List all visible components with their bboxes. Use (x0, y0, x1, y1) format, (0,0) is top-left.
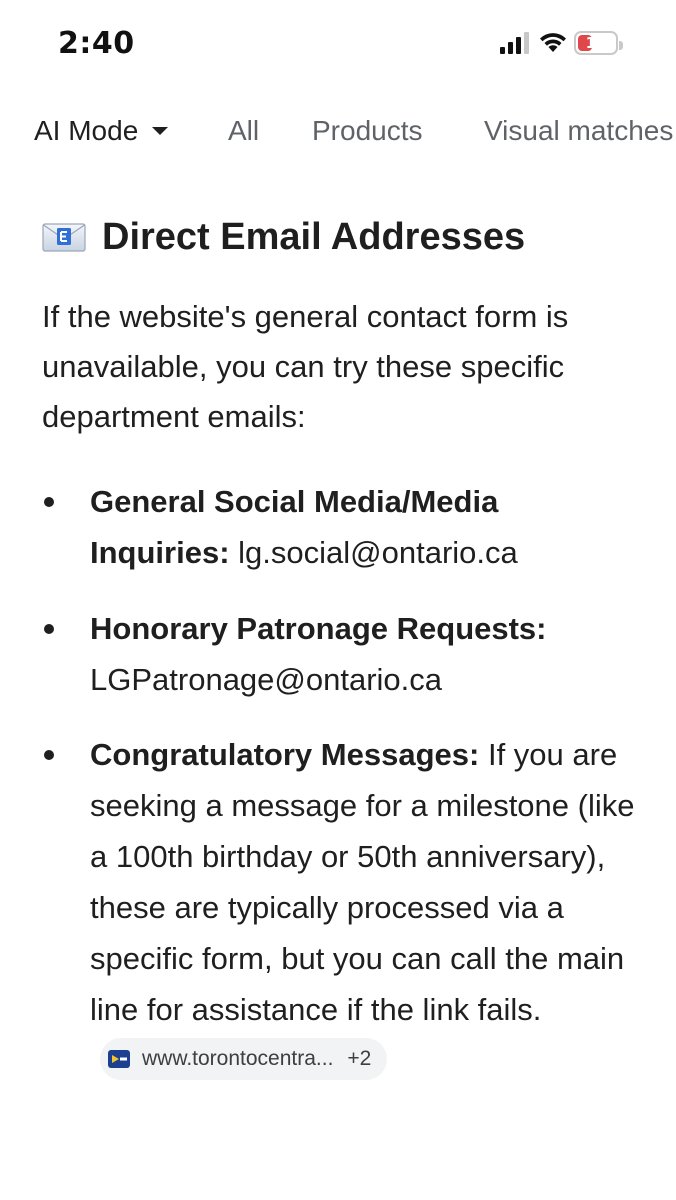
bullet (44, 497, 54, 507)
list-item (0, 729, 676, 1086)
list-item-email[interactable]: LGPatronage@ontario.ca (90, 662, 443, 697)
search-tabs (0, 108, 676, 158)
tab-visual-matches[interactable]: Visual matches (484, 115, 674, 146)
source-chip[interactable] (100, 1038, 387, 1080)
status-bar (0, 0, 676, 88)
source-chip-url: www.torontocentra... (142, 1047, 334, 1071)
list-item-text: If you are seeking a message for a milestone (like a 100th birthday or 50th anniversary), these are typically processed via a specific form, but you can call the main line for assistance if the link fails. (90, 737, 635, 1027)
list-item-email[interactable]: lg.social@ontario.ca (238, 535, 518, 570)
tab-all[interactable]: All (228, 115, 260, 146)
signal-icon (500, 32, 530, 54)
list-item-label: General Social Media/Media Inquiries: (90, 484, 499, 570)
source-chip-count: +2 (347, 1047, 372, 1071)
battery-icon (574, 31, 618, 55)
bullet (44, 624, 54, 634)
tab-ai-mode[interactable] (34, 108, 168, 158)
intro-paragraph: If the website's general contact form is unavailable, you can try these specific department emails: (42, 299, 569, 434)
wifi-icon (538, 30, 568, 54)
section-heading (42, 212, 525, 262)
chevron-down-icon[interactable] (152, 127, 168, 135)
tab-products[interactable]: Products (312, 115, 423, 146)
list-item (0, 603, 676, 705)
status-time: 2:40 (58, 26, 135, 61)
favicon-icon (108, 1050, 130, 1068)
bullet (44, 750, 54, 760)
list-item (0, 476, 676, 578)
battery-level-text: 11 (585, 34, 607, 52)
list-item-label: Honorary Patronage Requests: (90, 611, 547, 646)
battery-cap (619, 41, 623, 50)
section-title: Direct Email Addresses (102, 215, 526, 258)
list-item-label: Congratulatory Messages: (90, 737, 480, 772)
tab-ai-mode-label: AI Mode (34, 115, 139, 146)
email-icon (42, 221, 86, 253)
